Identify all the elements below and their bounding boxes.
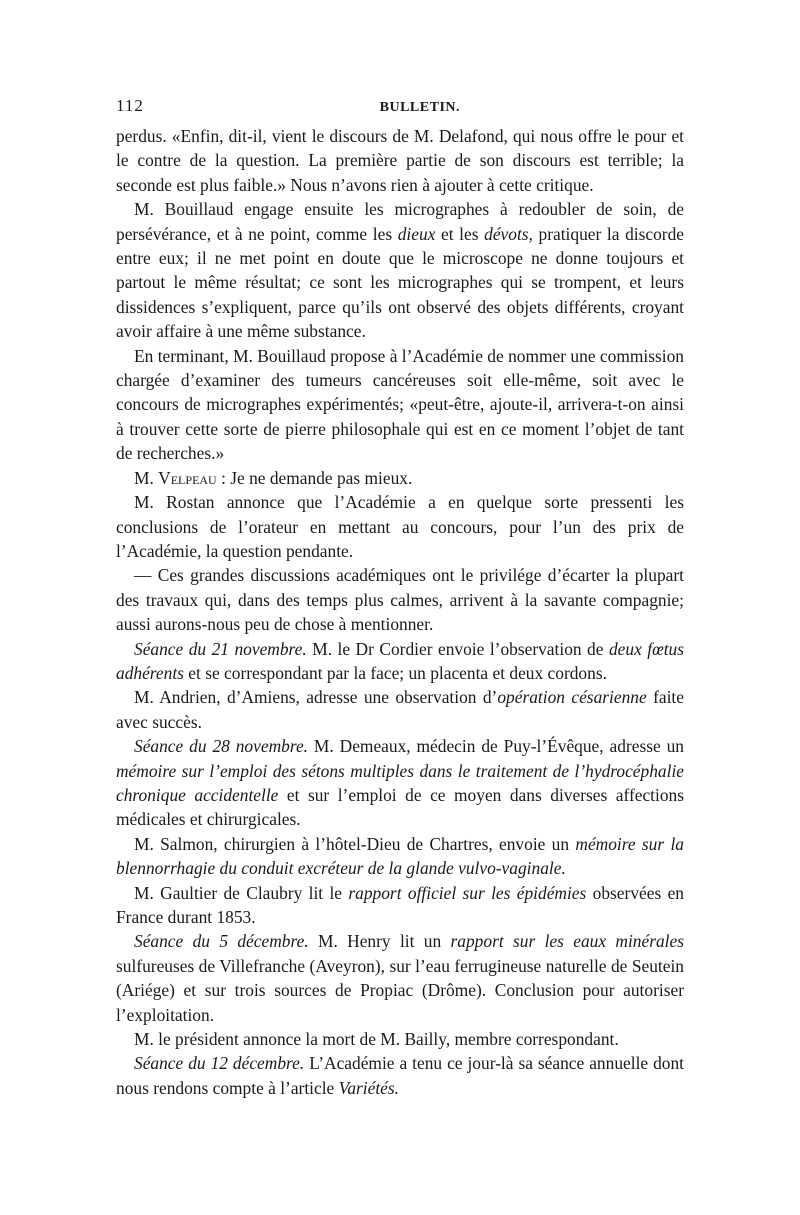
italic-text: Séance du 5 décembre. bbox=[134, 931, 309, 952]
text-run: En terminant, M. Bouillaud propose à l’Académie de nommer une commission chargée d’examiner des tumeurs cancéreuses soit elle-même, soit avec le concours de micrographes expérimentés; «peut-être, ajoute-il, arrivera-t-on ainsi à trouver cette sorte de pierre philosophale qui est en ce moment l’objet de tant de recherches.» bbox=[116, 345, 684, 464]
text-run: M. Gaultier de Claubry lit le bbox=[134, 882, 349, 903]
text-run: M. Salmon, chirurgien à l’hôtel-Dieu de Chartres, envoie un bbox=[134, 833, 576, 854]
paragraph bbox=[116, 929, 684, 1027]
text-run: M. le Dr Cordier envoie l’observation de bbox=[306, 638, 609, 659]
italic-text: Séance du 21 novembre. bbox=[134, 638, 307, 659]
running-head: BULLETIN. bbox=[379, 100, 460, 115]
text-run: et sur l’emploi de ce moyen dans diverses affections médicales et chirurgicales. bbox=[116, 784, 684, 830]
paragraph bbox=[116, 344, 684, 466]
text-run: M. Rostan annonce que l’Académie a en quelque sorte pressenti les conclusions de l’orateur en mettant au concours, pour l’un des prix de l’Académie, la question pendante. bbox=[116, 492, 684, 561]
text-run: M. bbox=[134, 467, 159, 488]
text-run: M. Henry lit un bbox=[308, 931, 451, 952]
paragraph bbox=[116, 1027, 684, 1051]
page-number: 112 bbox=[116, 96, 144, 115]
paragraph bbox=[116, 197, 684, 343]
italic-text: mémoire sur la blennorrhagie du conduit excréteur de la glande vulvo-vaginale. bbox=[116, 833, 684, 879]
italic-text: Séance du 28 novembre. bbox=[134, 736, 309, 757]
paragraph bbox=[116, 124, 684, 197]
italic-text: deux fœtus adhérents bbox=[116, 638, 685, 683]
paragraph bbox=[116, 1051, 684, 1100]
paragraph bbox=[116, 637, 684, 686]
italic-text: mémoire sur l’emploi des sétons multiples dans le traitement de l’hydrocéphalie chronique accidentelle bbox=[116, 760, 684, 805]
paragraph bbox=[116, 832, 684, 881]
italic-text: Séance du 12 décembre. bbox=[134, 1053, 305, 1074]
text-run: L’Académie a tenu ce jour-là sa séance annuelle dont nous rendons compte à l’article bbox=[116, 1053, 684, 1098]
text-run: : Je ne demande pas mieux. bbox=[216, 467, 413, 488]
page-header bbox=[116, 96, 684, 116]
text-run: M. Bouillaud engage ensuite les micrographes à redoubler de soin, de persévérance, et à ne point, comme les bbox=[116, 199, 684, 244]
text-run: perdus. «Enfin, dit-il, vient le discours de M. Delafond, qui nous offre le pour et le contre de la question. La première partie de son discours est terrible; la seconde est plus faible.» Nous n’avons rien à ajouter à cette critique. bbox=[116, 126, 684, 195]
text-run: faite avec succès. bbox=[116, 687, 684, 732]
paragraph bbox=[116, 685, 684, 734]
text-run: M. Demeaux, médecin de Puy-l’Évêque, adresse un bbox=[308, 736, 684, 757]
text-run: sulfureuses de Villefranche (Aveyron), sur l’eau ferrugineuse naturelle de Seutein (Ariége) et sur trois sources de Propiac (Drôme). Conclusion pour autoriser l’exploitation. bbox=[116, 955, 684, 1025]
text-run: M. le président annonce la mort de M. Bailly, membre correspondant. bbox=[134, 1029, 619, 1050]
text-run: — Ces grandes discussions académiques ont le privilége d’écarter la plupart des travaux qui, dans des temps plus calmes, arrivent à la savante compagnie; aussi aurons-nous peu de chose à mentionner. bbox=[116, 565, 684, 635]
body-text bbox=[116, 124, 684, 1100]
italic-text: rapport officiel sur les épidémies bbox=[348, 882, 587, 903]
text-run: observées en France durant 1853. bbox=[116, 882, 684, 927]
text-run: et se correspondant par la face; un placenta et deux cordons. bbox=[183, 662, 607, 683]
book-page bbox=[116, 96, 684, 1100]
italic-text: opération césarienne bbox=[497, 687, 647, 708]
paragraph bbox=[116, 563, 684, 636]
text-run: et les bbox=[435, 223, 485, 244]
paragraph bbox=[116, 466, 684, 490]
italic-text: rapport sur les eaux minérales bbox=[450, 931, 684, 952]
italic-text: dieux bbox=[397, 223, 436, 244]
text-run: Velpeau bbox=[158, 467, 217, 488]
paragraph bbox=[116, 734, 684, 832]
italic-text: Variétés. bbox=[338, 1077, 399, 1098]
italic-text: dévots, bbox=[484, 223, 533, 244]
paragraph bbox=[116, 881, 684, 930]
text-run: M. Andrien, d’Amiens, adresse une observation d’ bbox=[134, 687, 498, 708]
text-run: pratiquer la discorde entre eux; il ne met point en doute que le microscope ne donne toujours et partout le même résultat; ce sont les micrographes qui se trompent, et leurs dissidences s’expliquent, parce qu’ils ont observé des objets différents, croyant avoir affaire à une même substance. bbox=[116, 223, 684, 342]
paragraph bbox=[116, 490, 684, 563]
